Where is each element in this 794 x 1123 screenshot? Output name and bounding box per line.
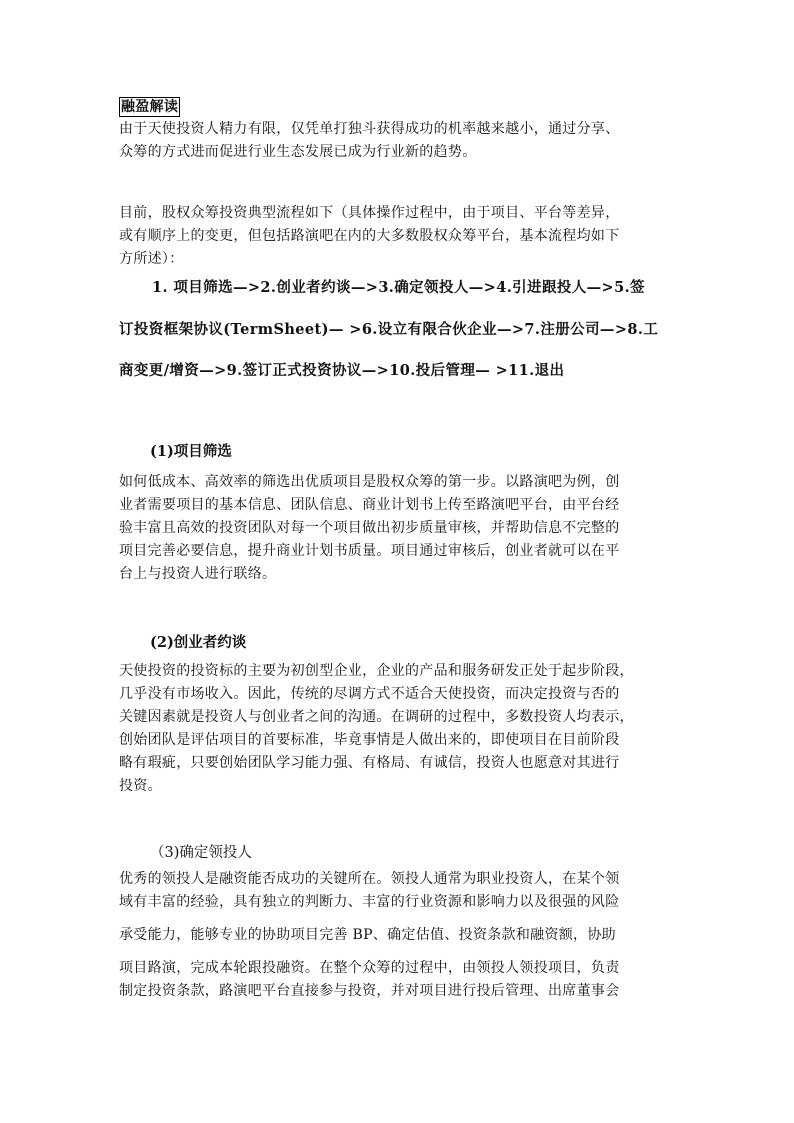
section-line: 优秀的领投人是融资能否成功的关键所在。领投人通常为职业投资人，在某个领	[119, 871, 620, 887]
section-line: 项目路演，完成本轮跟投融资。在整个众筹的过程中，由领投人领投项目，负责	[119, 960, 620, 976]
intro-line: 由于天使投资人精力有限，仅凭单打独斗获得成功的机率越来越小，通过分享、	[119, 121, 620, 137]
section-line: 天使投资的投资标的主要为初创型企业，企业的产品和服务研发正处于起步阶段，	[119, 663, 634, 679]
section-line: 验丰富且高效的投资团队对每一个项目做出初步质量审核，并帮助信息不完整的	[119, 520, 620, 536]
section-line: 创始团队是评估项目的首要标准，毕竟事情是人做出来的，即使项目在目前阶段	[119, 732, 620, 748]
intro-paragraph	[119, 118, 679, 164]
section-line: 几乎没有市场收入。因此，传统的尽调方式不适合天使投资，而决定投资与否的	[119, 686, 620, 702]
process-intro-line: 方所述）：	[119, 251, 184, 267]
section-line: 关键因素就是投资人与创业者之间的沟通。在调研的过程中，多数投资人均表示，	[119, 709, 634, 725]
section-line: 制定投资条款，路演吧平台直接参与投资，并对项目进行投后管理、出席董事会	[119, 983, 620, 999]
flow-line-3: 商变更/增资—>9.签订正式投资协议—>10.投后管理— >11.退出	[119, 362, 565, 379]
section-line: 投资。	[119, 778, 162, 794]
document-title-block	[119, 96, 679, 119]
section-line: 略有瑕疵，只要创始团队学习能力强、有格局、有诚信，投资人也愿意对其进行	[119, 755, 620, 771]
section-line: 承受能力，能够专业的协助项目完善 BP、确定估值、投资条款和融资额，协助	[119, 927, 616, 943]
document-title: 融盈解读	[121, 99, 179, 115]
process-intro-line: 目前，股权众筹投资典型流程如下（具体操作过程中，由于项目、平台等差异，	[119, 205, 620, 221]
section-line: 业者需要项目的基本信息、团队信息、商业计划书上传至路演吧平台，由平台经	[119, 497, 620, 513]
section-line: 域有丰富的经验，具有独立的判断力、丰富的行业资源和影响力以及很强的风险	[119, 894, 620, 910]
section-body-lead-investor	[119, 868, 679, 1003]
section-body-project-screening	[119, 471, 679, 586]
process-intro-line: 或有顺序上的变更，但包括路演吧在内的大多数股权众筹平台，基本流程均如下	[119, 228, 620, 244]
flow-line-1: 1. 项目筛选—>2.创业者约谈—>3.确定领投人—>4.引进跟投人—>5.签	[152, 279, 645, 296]
section-line: 如何低成本、高效率的筛选出优质项目是股权众筹的第一步。以路演吧为例，创	[119, 474, 620, 490]
section-body-founder-interview	[119, 660, 679, 798]
section-heading-project-screening: (1)项目筛选	[150, 443, 232, 460]
flow-line-2: 订投资框架协议(TermSheet)— >6.设立有限合伙企业—>7.注册公司—>8.工	[119, 321, 659, 338]
section-line: 台上与投资人进行联络。	[119, 566, 277, 582]
process-intro-paragraph	[119, 202, 679, 271]
intro-line: 众筹的方式进而促进行业生态发展已成为行业新的趋势。	[119, 144, 477, 160]
section-heading-founder-interview: (2)创业者约谈	[150, 634, 247, 651]
section-heading-lead-investor: （3)确定领投人	[150, 845, 252, 861]
section-line: 项目完善必要信息，提升商业计划书质量。项目通过审核后，创业者就可以在平	[119, 543, 620, 559]
